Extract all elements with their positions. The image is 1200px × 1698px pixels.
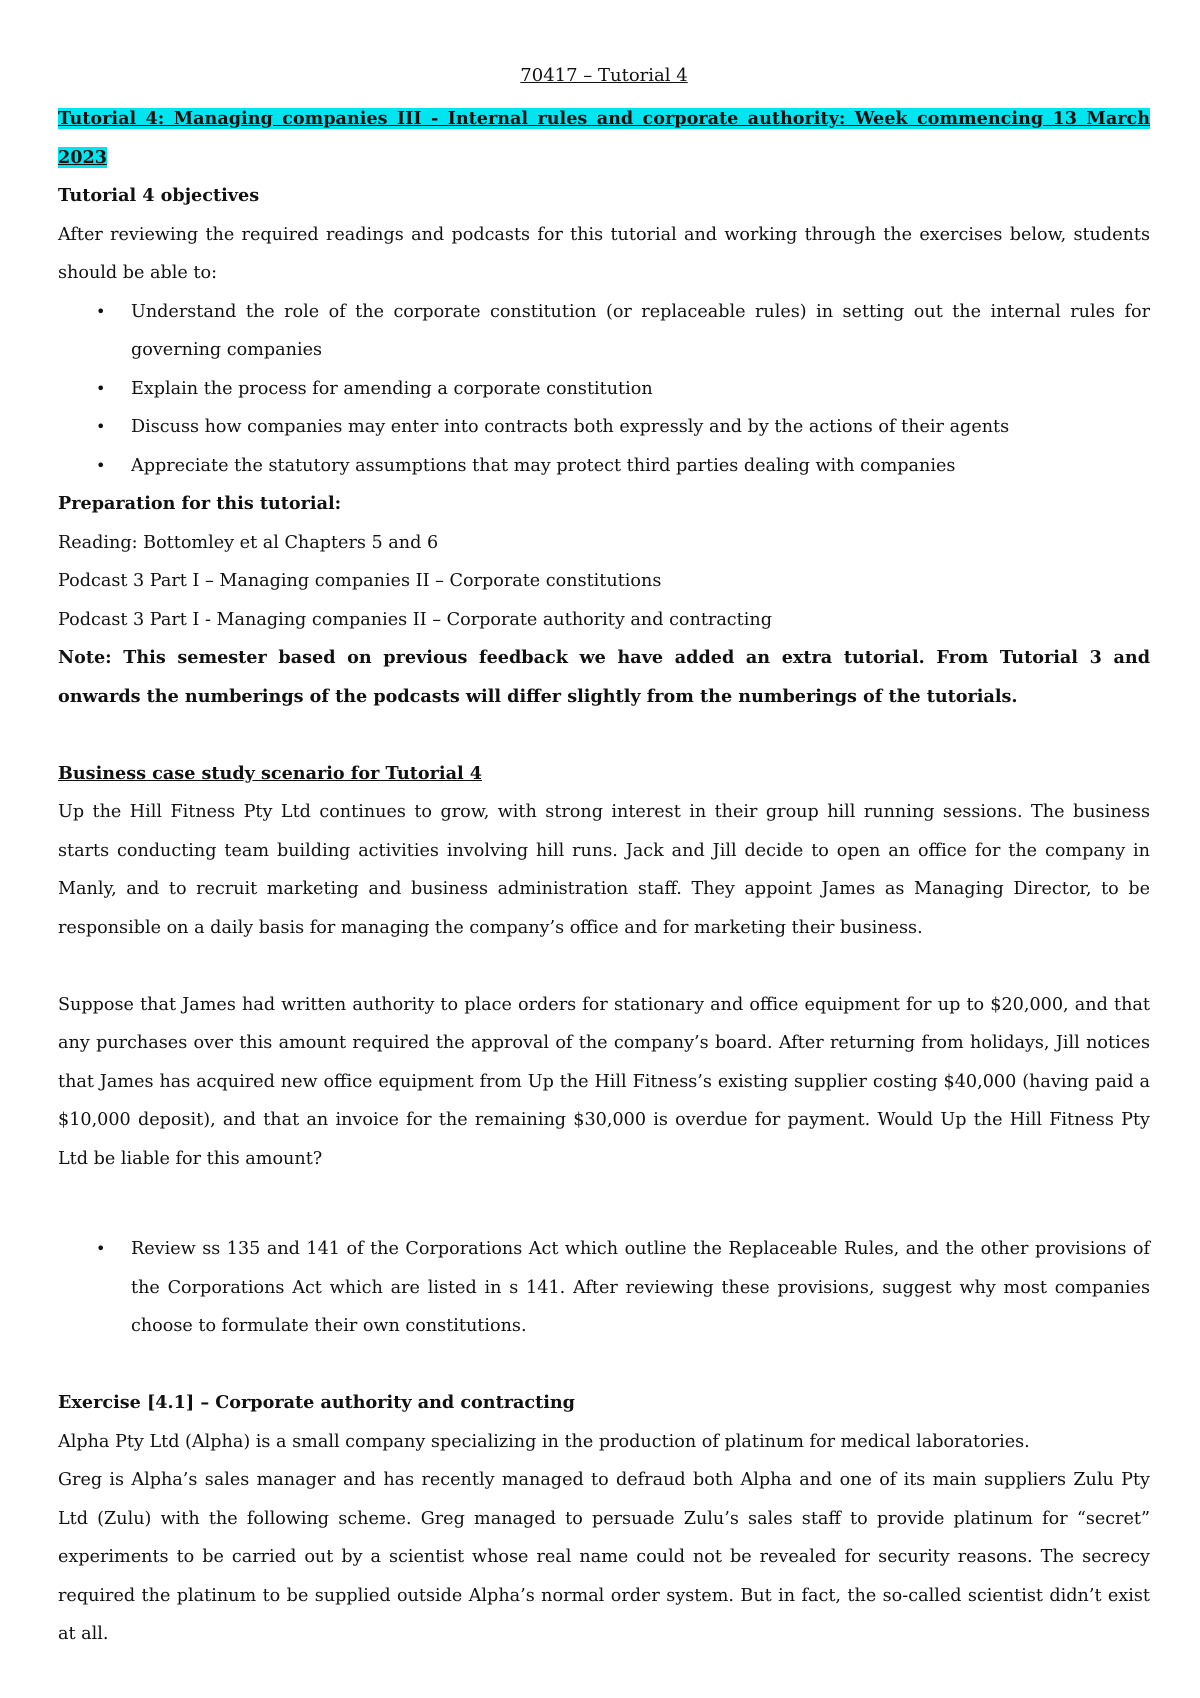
case-heading: Business case study scenario for Tutorial 4	[58, 762, 483, 784]
document-title: 70417 – Tutorial 4	[520, 65, 688, 86]
list-item	[96, 408, 1150, 447]
document-page	[58, 52, 1150, 1654]
objectives-intro: After reviewing the required readings and podcasts for this tutorial and working through the exercises below, students should be able to:	[58, 224, 1150, 283]
note-paragraph: Note: This semester based on previous feedback we have added an extra tutorial. From Tutorial 3 and onwards the numberings of the podcasts will differ slightly from the numberings of the tutorials.	[58, 647, 1150, 707]
preparation-reading: Reading: Bottomley et al Chapters 5 and 6	[58, 532, 439, 553]
bullet-icon: •	[96, 455, 106, 475]
list-item	[96, 447, 1150, 486]
tutorial-heading-text: Tutorial 4: Managing companies III - Internal rules and corporate authority: Week commencing 13 March 2023	[58, 108, 1150, 168]
objective-text: Understand the role of the corporate constitution (or replaceable rules) in setting out the internal rules for governing companies	[131, 301, 1150, 360]
bullet-icon: •	[96, 1239, 106, 1258]
spacer	[58, 716, 1150, 755]
case-paragraph-2: Suppose that James had written authority to place orders for stationary and office equipment for up to $20,000, and that any purchases over this amount required the approval of the company’s board. After returning from holidays, Jill notices that James has acquired new office equipment from Up the Hill Fitness’s existing supplier costing $40,000 (having paid a $10,000 deposit), and that an invoice for the remaining $30,000 is overdue for payment. Would Up the Hill Fitness Pty Ltd be liable for this amount?	[58, 994, 1150, 1169]
review-list	[58, 1230, 1150, 1346]
preparation-podcast-2: Podcast 3 Part I - Managing companies II – Corporate authority and contracting	[58, 609, 772, 630]
review-text: Review ss 135 and 141 of the Corporations Act which outline the Replaceable Rules, and the other provisions of the Corporations Act which are listed in s 141. After reviewing these provisions, suggest why most companies choose to formulate their own constitutions.	[131, 1239, 1150, 1336]
spacer	[58, 1178, 1150, 1230]
bullet-icon: •	[96, 417, 106, 436]
exercise-paragraph-2: Greg is Alpha’s sales manager and has recently managed to defraud both Alpha and one of its main suppliers Zulu Pty Ltd (Zulu) with the following scheme. Greg managed to persuade Zulu’s sales staff to provide platinum for “secret” experiments to be carried out by a scientist whose real name could not be revealed for security reasons. The secrecy required the platinum to be supplied outside Alpha’s normal order system. But in fact, the so-called scientist didn’t exist at all.	[58, 1470, 1150, 1644]
bullet-icon: •	[96, 301, 106, 321]
list-item	[96, 370, 1150, 409]
exercise-heading: Exercise [4.1] – Corporate authority and contracting	[58, 1392, 575, 1413]
objective-text: Appreciate the statutory assumptions that may protect third parties dealing with companies	[131, 455, 956, 476]
exercise-paragraph-1: Alpha Pty Ltd (Alpha) is a small company specializing in the production of platinum for medical laboratories.	[58, 1431, 1030, 1452]
tutorial-heading	[58, 100, 1150, 177]
objectives-list	[58, 293, 1150, 486]
spacer	[58, 947, 1150, 986]
preparation-podcast-1: Podcast 3 Part I – Managing companies II – Corporate constitutions	[58, 571, 662, 591]
list-item	[96, 293, 1150, 370]
case-paragraph-1: Up the Hill Fitness Pty Ltd continues to grow, with strong interest in their group hill running sessions. The business starts conducting team building activities involving hill runs. Jack and Jill decide to open an office for the company in Manly, and to recruit marketing and business administration staff. They appoint James as Managing Director, to be responsible on a daily basis for managing the company’s office and for marketing their business.	[58, 802, 1150, 938]
list-item	[96, 1230, 1150, 1346]
objective-text: Explain the process for amending a corporate constitution	[131, 378, 653, 399]
objective-text: Discuss how companies may enter into contracts both expressly and by the actions of their agents	[131, 417, 1010, 437]
bullet-icon: •	[96, 378, 106, 398]
objectives-heading: Tutorial 4 objectives	[58, 185, 260, 206]
preparation-heading: Preparation for this tutorial:	[58, 493, 342, 514]
spacer	[58, 1346, 1150, 1385]
